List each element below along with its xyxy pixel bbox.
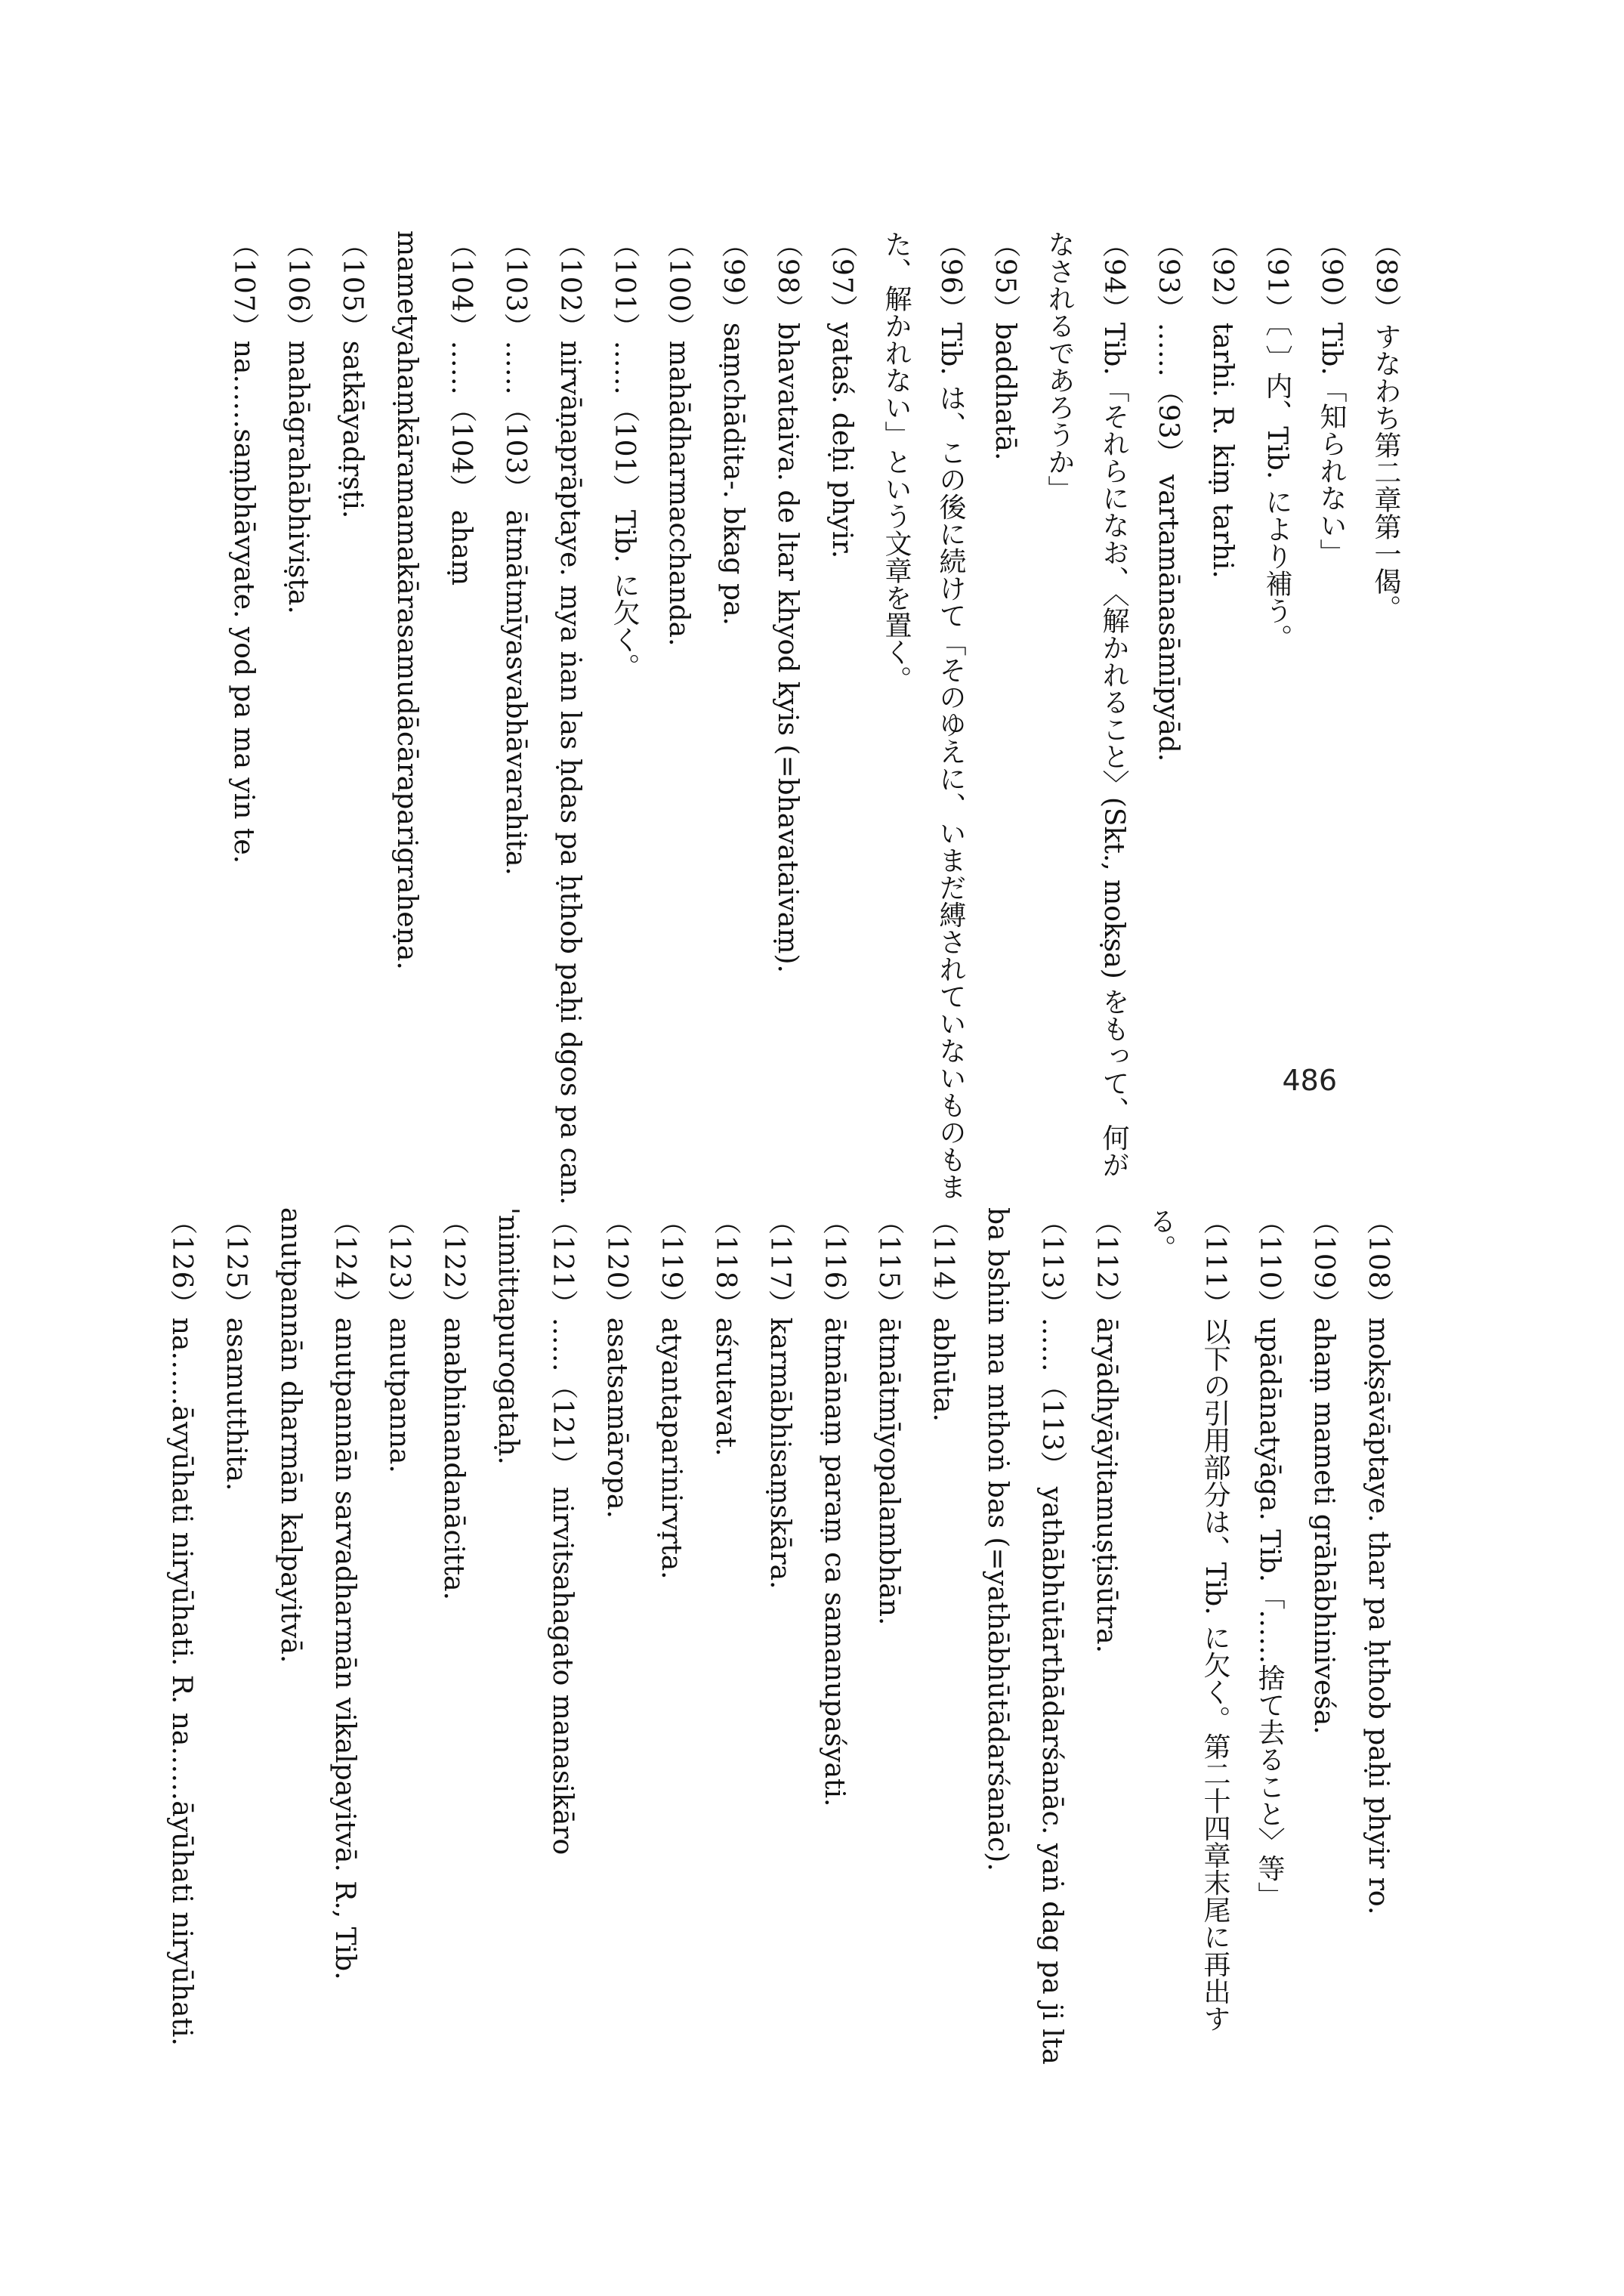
note-104	[379, 230, 488, 1205]
note-123	[372, 1207, 426, 2076]
note-number: （114）	[928, 1207, 959, 1318]
note-text: mokṣāvāptaye. thar pa ḥthob paḥi phyir ro.	[1363, 1317, 1394, 1915]
note-text: bhavataiva. de ltar khyod kyis (=bhavataivaṃ).	[772, 322, 803, 973]
note-text: atyantaparinirvṛta.	[656, 1317, 687, 1580]
note-number: （124）	[329, 1207, 360, 1318]
note-114	[915, 1207, 970, 2076]
note-text: baddhatā.	[990, 322, 1020, 461]
note-121	[480, 1207, 589, 2076]
note-number: （104）	[446, 230, 477, 341]
note-number: （109）	[1308, 1207, 1339, 1318]
note-102	[542, 230, 597, 1205]
note-number: （101）	[609, 230, 640, 341]
note-106	[270, 230, 325, 1205]
note-108	[1351, 1207, 1405, 2076]
note-text: mahādharmacchanda.	[663, 340, 694, 647]
note-number: （96）	[935, 230, 966, 323]
note-text: na……saṃbhāvyate. yod pa ma yin te.	[228, 340, 259, 864]
note-text: ……（101） Tib. に欠く。	[609, 340, 640, 681]
note-number: （90）	[1316, 230, 1347, 323]
note-text: ……（103） ātmātmīyasvabhāvarahita.	[500, 340, 531, 876]
note-number: （118）	[710, 1207, 741, 1318]
note-number: （107）	[228, 230, 259, 341]
note-number: （106）	[283, 230, 313, 341]
note-text: Tib.「知られない」	[1316, 322, 1347, 566]
note-text: ahaṃ mameti grāhābhiniveśa.	[1308, 1317, 1339, 1735]
note-number: （112）	[1091, 1207, 1122, 1318]
note-text: anutpanna.	[384, 1317, 415, 1473]
note-text: aśrutavat.	[710, 1317, 741, 1457]
note-number: （122）	[438, 1207, 469, 1318]
note-93	[1141, 230, 1195, 1205]
note-text: ……（93） vartamānasāmīpyād.	[1153, 322, 1184, 762]
note-text: tarhi. R. kiṃ tarhi.	[1207, 322, 1238, 579]
note-105	[325, 230, 379, 1205]
note-number: （95）	[990, 230, 1020, 323]
note-text: 以下の引用部分は、Tib. に欠く。第二十四章末尾に再出する。	[1145, 1207, 1230, 2032]
note-number: （120）	[601, 1207, 632, 1318]
note-text: ……（104） ahaṃ mametyahaṃkāramamakārasamudācāraparigraheṇa.	[391, 230, 477, 970]
note-number: （121）	[547, 1207, 578, 1318]
note-120	[589, 1207, 644, 2076]
note-text: asatsamāropa.	[601, 1317, 632, 1519]
note-number: （113）	[1036, 1207, 1067, 1318]
note-text: karmābhisaṃskāra.	[764, 1317, 795, 1590]
note-text: anabhinandanācitta.	[438, 1317, 469, 1601]
note-91	[1249, 230, 1304, 1205]
note-text: ……（113） yathābhūtārthādarśanāc. yaṅ dag pa ji lta ba bshin ma mthoṅ bas (=yathābhūtādarśanāc).	[982, 1207, 1067, 2065]
note-112	[1079, 1207, 1133, 2076]
note-text: āryādhyāyitamuṣṭisūtra.	[1091, 1317, 1122, 1654]
note-number: （115）	[873, 1207, 904, 1318]
note-text: anutpannān sarvadharmān vikalpayitvā. R., Tib. anutpannān dharmān kalpayitvā.	[275, 1207, 360, 1980]
note-100	[651, 230, 705, 1205]
note-text: upādānatyāga. Tib.「……捨て去ること〉等」	[1254, 1317, 1285, 1909]
note-number: （108）	[1363, 1207, 1394, 1318]
note-113	[970, 1207, 1079, 2076]
note-text: ……（121） nirvitsahagato manasikāro 'nimittapurogataḥ.	[492, 1207, 578, 1856]
note-97	[814, 230, 869, 1205]
note-number: （119）	[656, 1207, 687, 1318]
note-number: （99）	[718, 230, 749, 323]
note-115	[861, 1207, 915, 2076]
note-90	[1304, 230, 1358, 1205]
note-number: （103）	[500, 230, 531, 341]
note-number: （126）	[166, 1207, 197, 1318]
notes-top-block	[216, 230, 1413, 1205]
notes-bottom-block	[154, 1207, 1405, 2076]
note-text: すなわち第二章第一偈。	[1370, 322, 1401, 622]
note-111	[1133, 1207, 1242, 2076]
note-number: （125）	[221, 1207, 252, 1318]
note-118	[698, 1207, 752, 2076]
note-text: na……āvyūhati niryūhati. R. na……āyūhati niryūhati.	[166, 1317, 197, 2046]
note-text: yataś. deḥi phyir.	[826, 322, 857, 559]
note-text: abhūta.	[928, 1317, 959, 1422]
note-94	[1032, 230, 1141, 1205]
note-number: （92）	[1207, 230, 1238, 323]
note-text: saṃchādita-. bkag pa.	[718, 322, 749, 626]
note-125	[208, 1207, 263, 2076]
note-text: ātmātmīyopalambhān.	[873, 1317, 904, 1626]
note-number: （102）	[554, 230, 585, 341]
note-number: （116）	[819, 1207, 850, 1318]
note-number: （123）	[384, 1207, 415, 1318]
note-number: （97）	[826, 230, 857, 323]
note-text: Tib.「それらになお、〈解かれること〉(Skt., mokṣa) をもって、何がなされるであろうか」	[1044, 230, 1129, 1179]
note-number: （110）	[1254, 1207, 1285, 1318]
note-101	[597, 230, 651, 1205]
note-92	[1195, 230, 1249, 1205]
note-text: 〔 〕内、Tib. により補う。	[1261, 322, 1292, 651]
note-116	[807, 1207, 861, 2076]
note-126	[154, 1207, 208, 2076]
note-number: （98）	[772, 230, 803, 323]
page-number: 486	[1282, 1064, 1337, 1097]
note-98	[760, 230, 814, 1205]
note-96	[869, 230, 977, 1205]
note-text: ātmānaṃ paraṃ ca samanupaśyati.	[819, 1317, 850, 1807]
note-107	[216, 230, 270, 1205]
note-number: （100）	[663, 230, 694, 341]
note-number: （89）	[1370, 230, 1401, 323]
note-number: （111）	[1199, 1207, 1230, 1318]
note-95	[977, 230, 1032, 1205]
note-text: Tib. は、この後に続けて「そのゆえに、いまだ縛されていないものもまた、解かれない」という文章を置く。	[881, 230, 966, 1201]
note-text: asamutthita.	[221, 1317, 252, 1491]
note-99	[705, 230, 760, 1205]
note-124	[263, 1207, 372, 2076]
note-110	[1242, 1207, 1296, 2076]
note-122	[426, 1207, 480, 2076]
note-103	[488, 230, 542, 1205]
note-number: （94）	[1098, 230, 1129, 323]
note-number: （117）	[764, 1207, 795, 1318]
note-number: （91）	[1261, 230, 1292, 323]
note-text: satkāyadṛṣṭi.	[337, 340, 368, 519]
note-text: mahāgrahābhiviṣṭa.	[283, 340, 313, 614]
note-number: （93）	[1153, 230, 1184, 323]
note-109	[1296, 1207, 1351, 2076]
note-119	[644, 1207, 698, 2076]
note-text: nirvāṇaprāptaye. mya ṅan las ḥdas pa ḥthob paḥi dgos pa can.	[554, 340, 585, 1205]
note-number: （105）	[337, 230, 368, 341]
note-117	[752, 1207, 807, 2076]
note-89	[1358, 230, 1413, 1205]
